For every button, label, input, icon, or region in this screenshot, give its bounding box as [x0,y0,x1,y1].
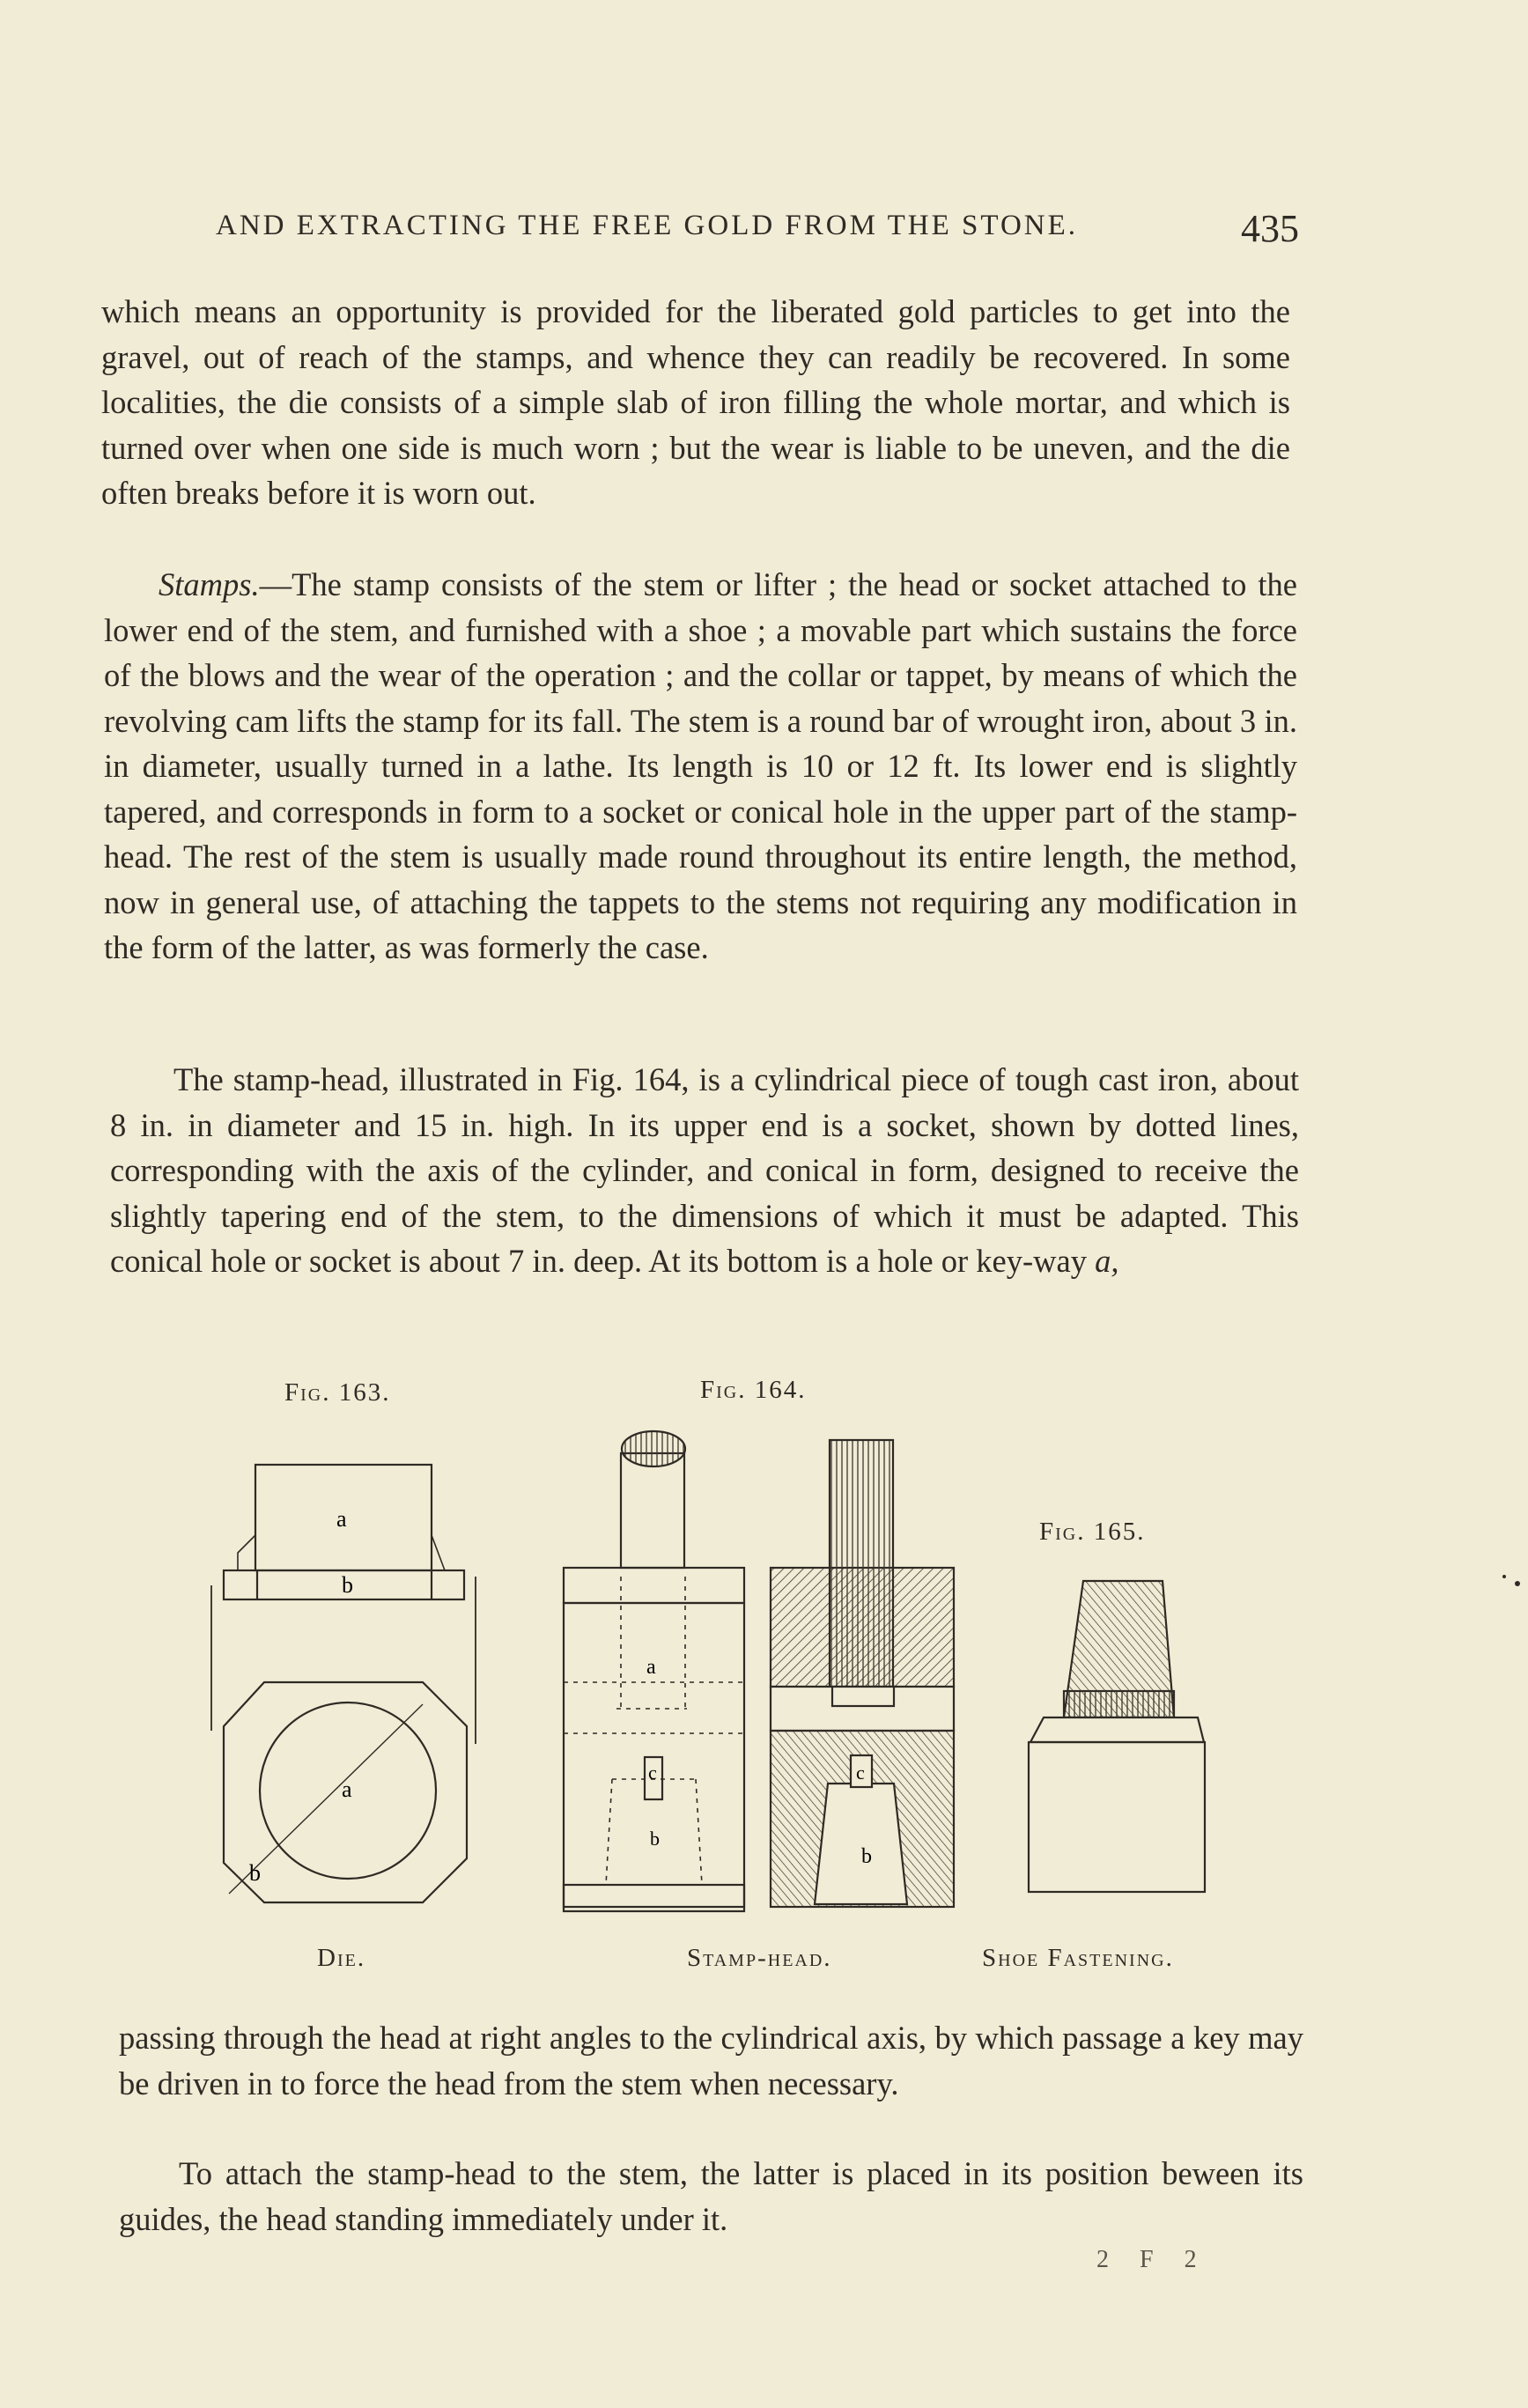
die-label-b-bottom: b [249,1860,261,1886]
shoe-fastening-drawing [1029,1581,1205,1892]
stamps-heading: Stamps. [159,566,260,602]
section-label-b: b [861,1845,872,1868]
stamp-label-b: b [650,1828,660,1850]
signature-mark: 2 F 2 [1096,2246,1209,2273]
fig-164-caption: Fig. 164. [700,1376,807,1404]
key-way-label: a, [1095,1243,1119,1279]
header-title: AND EXTRACTING THE FREE GOLD FROM THE STONE. [216,210,1079,241]
stamp-head-section [771,1440,954,1907]
shoe-fastening-caption: Shoe Fastening. [982,1944,1174,1972]
die-caption: Die. [317,1944,366,1972]
die-label-a-circle: a [342,1776,352,1802]
stamp-label-a: a [646,1656,656,1679]
fig-165-caption: Fig. 165. [1039,1518,1146,1546]
paragraph-die: which means an opportunity is provided for the liberated gold particles to get into the gravel, out of reach of the stamps, and whence they can readily be recovered. In some localities, the die consists of a simple slab of iron filling the whole mortar, and which is turned over when one side is much worn ; but the wear is liable to be uneven, and the die often breaks before it is worn out. [101,293,1290,511]
die-label-a-top: a [336,1506,347,1532]
die-label-b-top: b [342,1572,353,1598]
stamp-head-caption: Stamp-head. [687,1944,832,1972]
section-label-c: c [856,1762,865,1784]
stamp-label-c: c [648,1762,657,1784]
stamp-head-text: The stamp-head, illustrated in Fig. 164, is a cylindrical piece of tough cast iron, about 8 in. in diameter and 15 in. high. In its upper end is a socket, shown by dotted lines, corresponding with the axis of the cylinder, and conical in form, designed to receive the slightly tapering end of the stem, to the dimensions of which it must be adapted. This conical hole or socket is about 7 in. deep. At its bottom is a hole or key-way [110,1061,1299,1279]
paragraph-attach: To attach the stamp-head to the stem, the latter is placed in its position beween its guides, the head standing immediately under it. [119,2155,1303,2237]
fig-163-caption: Fig. 163. [284,1378,391,1407]
paragraph-key-passage: passing through the head at right angles to the cylindrical axis, by which passage a key may be driven in to force the head from the stem when necessary. [119,2020,1303,2101]
stamps-text: —The stamp consists of the stem or lifter ; the head or socket attached to the lower end of the stem, and furnished with a shoe ; a movable part which sustains the force of the blows and the wear of the operation ; and the collar or tappet, by means of which the revolving cam lifts the stamp for its fall. The stem is a round bar of wrought iron, about 3 in. in diameter, usually turned in a lathe. Its length is 10 or 12 ft. Its lower end is slightly tapered, and corresponds in form to a socket or conical hole in the upper part of the stamp-head. The rest of the stem is usually made round throughout its entire length, the method, now in general use, of attaching the tappets to the stems not requiring any modification in the form of the latter, as was formerly the case. [104,566,1297,965]
page-number: 435 [1241,207,1299,250]
